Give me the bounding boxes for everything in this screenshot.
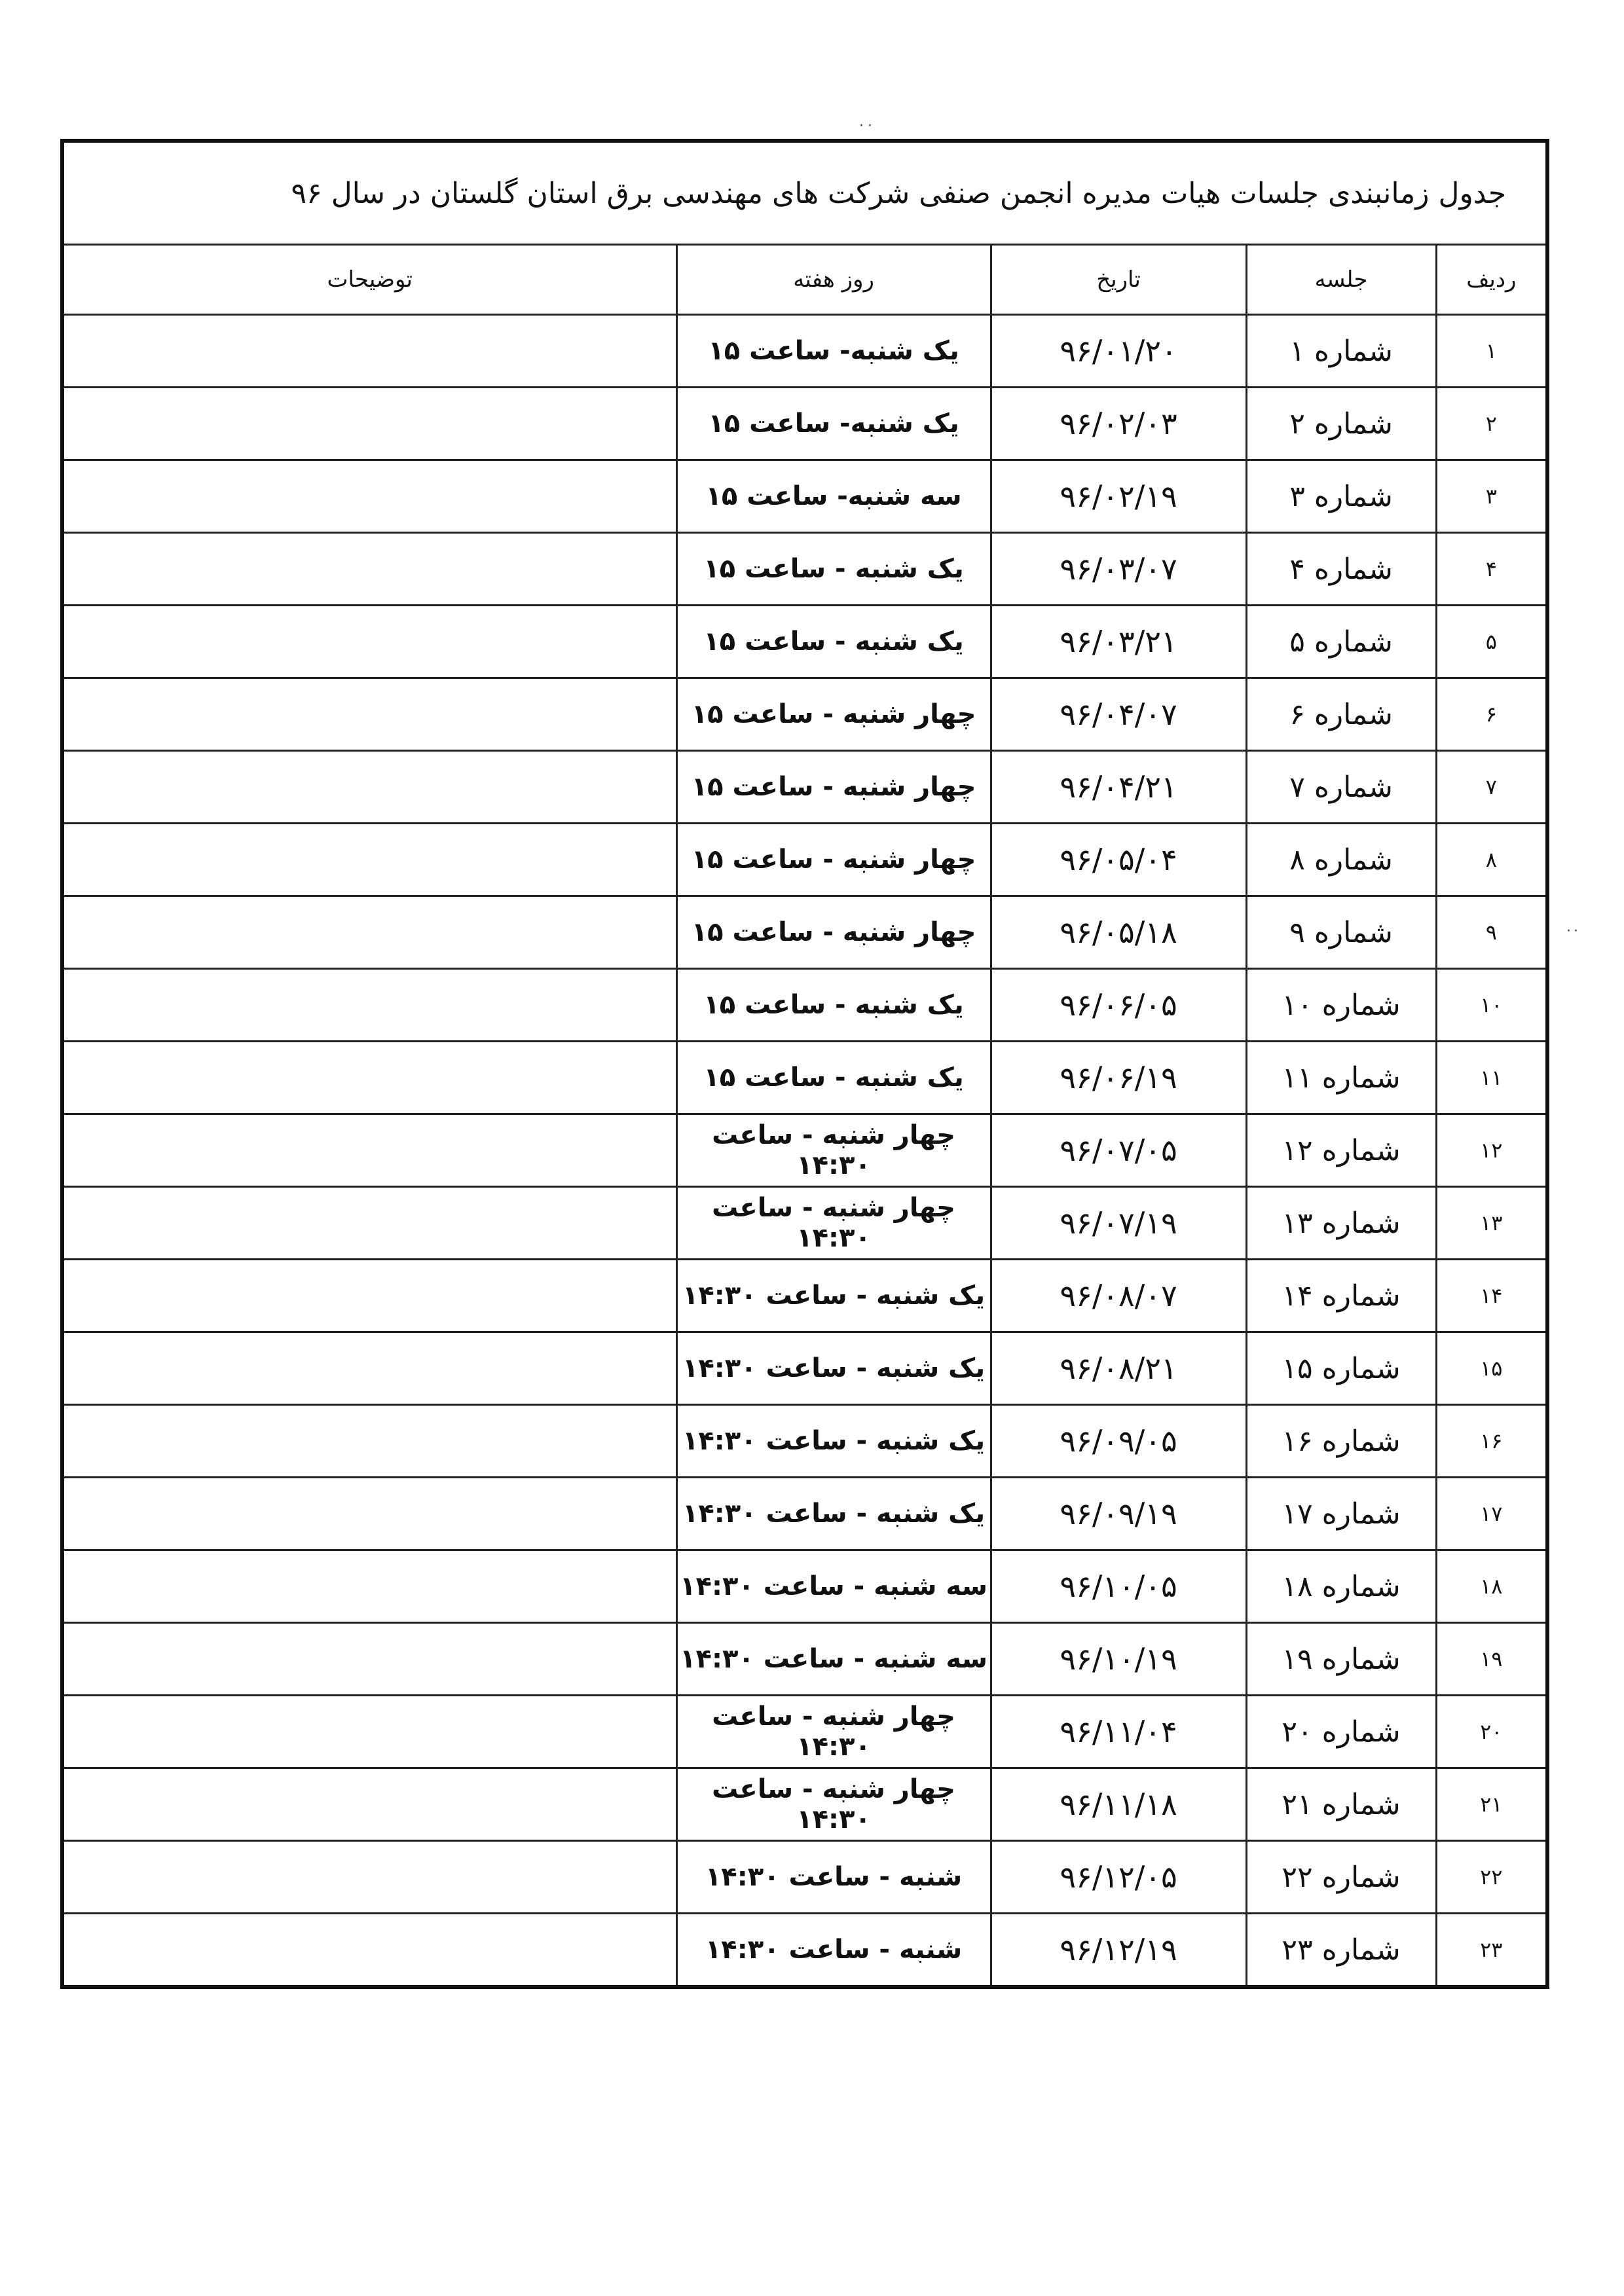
date-cell: ۹۶/۰۹/۰۵: [991, 1405, 1246, 1478]
table-row: [62, 969, 1547, 1042]
table-row: [62, 1623, 1547, 1696]
row-number-cell: ۵: [1436, 606, 1547, 678]
table-row: [62, 460, 1547, 533]
table-row: [62, 1696, 1547, 1768]
date-cell: ۹۶/۰۶/۰۵: [991, 969, 1246, 1042]
row-number-cell: ۲۰: [1436, 1696, 1547, 1768]
session-cell: شماره ۹: [1246, 896, 1436, 969]
table-row: [62, 1478, 1547, 1550]
date-cell: ۹۶/۱۱/۱۸: [991, 1768, 1246, 1841]
weekday-cell: چهار شنبه - ساعت ۱۵: [676, 896, 991, 969]
row-number-cell: ۱۴: [1436, 1260, 1547, 1332]
weekday-cell: شنبه - ساعت ۱۴:۳۰: [676, 1841, 991, 1914]
column-header-date: تاریخ: [991, 245, 1246, 315]
notes-cell: [62, 1696, 676, 1768]
row-number-cell: ۱۵: [1436, 1332, 1547, 1405]
weekday-cell: یک شنبه - ساعت ۱۵: [676, 1042, 991, 1114]
weekday-cell: یک شنبه- ساعت ۱۵: [676, 388, 991, 460]
notes-cell: [62, 1114, 676, 1187]
column-header-notes: توضیحات: [62, 245, 676, 315]
notes-cell: [62, 1332, 676, 1405]
table-row: [62, 1042, 1547, 1114]
row-number-cell: ۱۹: [1436, 1623, 1547, 1696]
notes-cell: [62, 388, 676, 460]
weekday-cell: یک شنبه - ساعت ۱۴:۳۰: [676, 1260, 991, 1332]
date-cell: ۹۶/۰۳/۰۷: [991, 533, 1246, 606]
scan-speck-top: ··: [859, 118, 876, 134]
notes-cell: [62, 824, 676, 896]
notes-cell: [62, 1405, 676, 1478]
weekday-cell: چهار شنبه - ساعت ۱۴:۳۰: [676, 1768, 991, 1841]
weekday-cell: سه شنبه- ساعت ۱۵: [676, 460, 991, 533]
table-row: [62, 533, 1547, 606]
notes-cell: [62, 1841, 676, 1914]
weekday-cell: سه شنبه - ساعت ۱۴:۳۰: [676, 1623, 991, 1696]
notes-cell: [62, 460, 676, 533]
date-cell: ۹۶/۱۲/۱۹: [991, 1914, 1246, 1988]
weekday-cell: چهار شنبه - ساعت ۱۵: [676, 751, 991, 824]
weekday-cell: یک شنبه - ساعت ۱۴:۳۰: [676, 1405, 991, 1478]
row-number-cell: ۸: [1436, 824, 1547, 896]
session-cell: شماره ۵: [1246, 606, 1436, 678]
table-title: جدول زمانبندی جلسات هیات مدیره انجمن صنفی شرکت های مهندسی برق استان گلستان در سال ۹۶: [62, 141, 1547, 245]
weekday-cell: چهار شنبه - ساعت ۱۴:۳۰: [676, 1187, 991, 1260]
row-number-cell: ۱۷: [1436, 1478, 1547, 1550]
session-cell: شماره ۲۰: [1246, 1696, 1436, 1768]
date-cell: ۹۶/۰۸/۲۱: [991, 1332, 1246, 1405]
row-number-cell: ۲۳: [1436, 1914, 1547, 1988]
table-row: [62, 1187, 1547, 1260]
notes-cell: [62, 533, 676, 606]
row-number-cell: ۱۶: [1436, 1405, 1547, 1478]
session-cell: شماره ۱۲: [1246, 1114, 1436, 1187]
session-cell: شماره ۱: [1246, 315, 1436, 388]
session-cell: شماره ۳: [1246, 460, 1436, 533]
table-row: [62, 388, 1547, 460]
row-number-cell: ۱۱: [1436, 1042, 1547, 1114]
date-cell: ۹۶/۰۹/۱۹: [991, 1478, 1246, 1550]
weekday-cell: یک شنبه- ساعت ۱۵: [676, 315, 991, 388]
date-cell: ۹۶/۰۷/۱۹: [991, 1187, 1246, 1260]
table-row: [62, 1332, 1547, 1405]
row-number-cell: ۱۲: [1436, 1114, 1547, 1187]
weekday-cell: یک شنبه - ساعت ۱۴:۳۰: [676, 1332, 991, 1405]
row-number-cell: ۲۲: [1436, 1841, 1547, 1914]
table-row: [62, 1768, 1547, 1841]
table-row: [62, 1260, 1547, 1332]
weekday-cell: چهار شنبه - ساعت ۱۵: [676, 678, 991, 751]
table-row: [62, 606, 1547, 678]
row-number-cell: ۴: [1436, 533, 1547, 606]
date-cell: ۹۶/۱۰/۱۹: [991, 1623, 1246, 1696]
row-number-cell: ۹: [1436, 896, 1547, 969]
weekday-cell: یک شنبه - ساعت ۱۵: [676, 969, 991, 1042]
date-cell: ۹۶/۰۴/۲۱: [991, 751, 1246, 824]
notes-cell: [62, 678, 676, 751]
title-row: [62, 141, 1547, 245]
date-cell: ۹۶/۰۲/۰۳: [991, 388, 1246, 460]
weekday-cell: شنبه - ساعت ۱۴:۳۰: [676, 1914, 991, 1988]
table-body: [62, 315, 1547, 1988]
date-cell: ۹۶/۰۳/۲۱: [991, 606, 1246, 678]
date-cell: ۹۶/۰۲/۱۹: [991, 460, 1246, 533]
table-row: [62, 315, 1547, 388]
table-row: [62, 1550, 1547, 1623]
date-cell: ۹۶/۰۵/۰۴: [991, 824, 1246, 896]
notes-cell: [62, 1260, 676, 1332]
session-cell: شماره ۱۳: [1246, 1187, 1436, 1260]
notes-cell: [62, 1623, 676, 1696]
session-cell: شماره ۱۷: [1246, 1478, 1436, 1550]
date-cell: ۹۶/۱۰/۰۵: [991, 1550, 1246, 1623]
table-row: [62, 678, 1547, 751]
row-number-cell: ۷: [1436, 751, 1547, 824]
date-cell: ۹۶/۰۵/۱۸: [991, 896, 1246, 969]
scan-speck-margin: ··: [1566, 923, 1581, 939]
date-cell: ۹۶/۰۸/۰۷: [991, 1260, 1246, 1332]
row-number-cell: ۲۱: [1436, 1768, 1547, 1841]
notes-cell: [62, 1550, 676, 1623]
session-cell: شماره ۲: [1246, 388, 1436, 460]
table-row: [62, 1841, 1547, 1914]
session-cell: شماره ۶: [1246, 678, 1436, 751]
weekday-cell: یک شنبه - ساعت ۱۵: [676, 533, 991, 606]
notes-cell: [62, 1042, 676, 1114]
table-row: [62, 1405, 1547, 1478]
session-cell: شماره ۴: [1246, 533, 1436, 606]
date-cell: ۹۶/۰۶/۱۹: [991, 1042, 1246, 1114]
row-number-cell: ۳: [1436, 460, 1547, 533]
column-header-row-number: ردیف: [1436, 245, 1547, 315]
column-header-session: جلسه: [1246, 245, 1436, 315]
notes-cell: [62, 1914, 676, 1988]
session-cell: شماره ۱۹: [1246, 1623, 1436, 1696]
date-cell: ۹۶/۰۱/۲۰: [991, 315, 1246, 388]
session-cell: شماره ۱۱: [1246, 1042, 1436, 1114]
column-header-weekday: روز هفته: [676, 245, 991, 315]
row-number-cell: ۱: [1436, 315, 1547, 388]
notes-cell: [62, 969, 676, 1042]
session-cell: شماره ۱۴: [1246, 1260, 1436, 1332]
date-cell: ۹۶/۰۷/۰۵: [991, 1114, 1246, 1187]
notes-cell: [62, 1187, 676, 1260]
table-row: [62, 1914, 1547, 1988]
table-row: [62, 751, 1547, 824]
session-cell: شماره ۲۱: [1246, 1768, 1436, 1841]
row-number-cell: ۱۳: [1436, 1187, 1547, 1260]
weekday-cell: یک شنبه - ساعت ۱۵: [676, 606, 991, 678]
session-cell: شماره ۲۳: [1246, 1914, 1436, 1988]
date-cell: ۹۶/۰۴/۰۷: [991, 678, 1246, 751]
date-cell: ۹۶/۱۲/۰۵: [991, 1841, 1246, 1914]
session-cell: شماره ۸: [1246, 824, 1436, 896]
session-cell: شماره ۱۵: [1246, 1332, 1436, 1405]
table-row: [62, 824, 1547, 896]
schedule-table: [60, 139, 1549, 1989]
notes-cell: [62, 896, 676, 969]
session-cell: شماره ۱۶: [1246, 1405, 1436, 1478]
weekday-cell: یک شنبه - ساعت ۱۴:۳۰: [676, 1478, 991, 1550]
header-row: [62, 245, 1547, 315]
table-row: [62, 896, 1547, 969]
date-cell: ۹۶/۱۱/۰۴: [991, 1696, 1246, 1768]
notes-cell: [62, 1478, 676, 1550]
row-number-cell: ۶: [1436, 678, 1547, 751]
table-row: [62, 1114, 1547, 1187]
weekday-cell: چهار شنبه - ساعت ۱۴:۳۰: [676, 1114, 991, 1187]
session-cell: شماره ۱۸: [1246, 1550, 1436, 1623]
row-number-cell: ۱۰: [1436, 969, 1547, 1042]
session-cell: شماره ۷: [1246, 751, 1436, 824]
session-cell: شماره ۱۰: [1246, 969, 1436, 1042]
notes-cell: [62, 1768, 676, 1841]
weekday-cell: سه شنبه - ساعت ۱۴:۳۰: [676, 1550, 991, 1623]
weekday-cell: چهار شنبه - ساعت ۱۴:۳۰: [676, 1696, 991, 1768]
weekday-cell: چهار شنبه - ساعت ۱۵: [676, 824, 991, 896]
row-number-cell: ۲: [1436, 388, 1547, 460]
notes-cell: [62, 606, 676, 678]
row-number-cell: ۱۸: [1436, 1550, 1547, 1623]
notes-cell: [62, 315, 676, 388]
notes-cell: [62, 751, 676, 824]
session-cell: شماره ۲۲: [1246, 1841, 1436, 1914]
